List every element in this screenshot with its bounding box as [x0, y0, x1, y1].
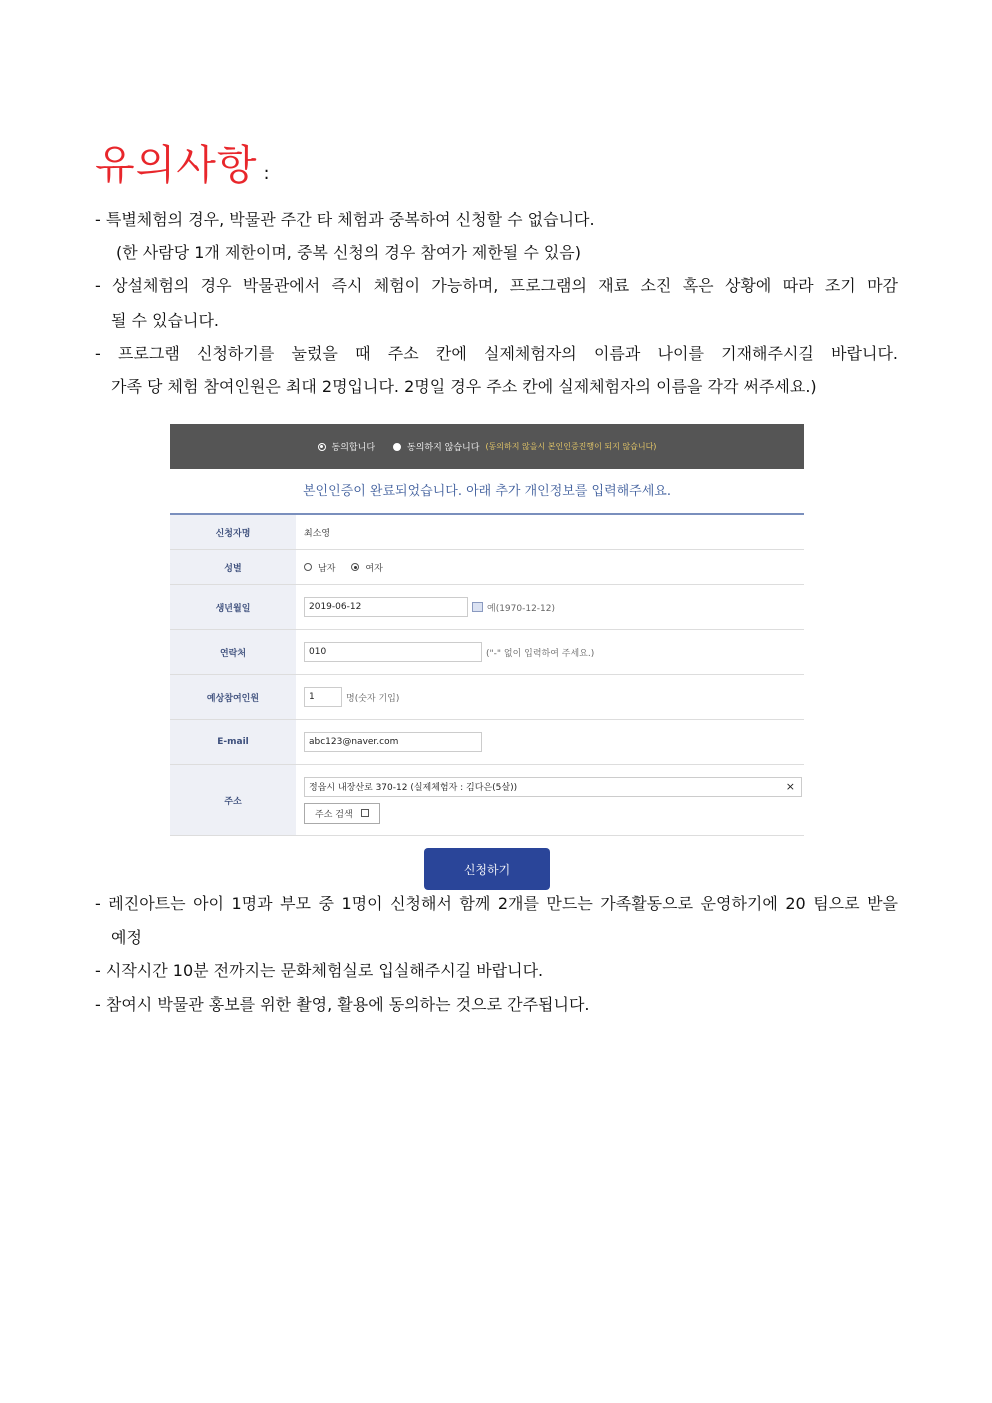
note-line: (한 사람당 1개 제한이며, 중복 신청의 경우 참여가 제한될 수 있음)	[116, 243, 582, 262]
calendar-icon[interactable]	[472, 602, 483, 612]
birth-label: 생년월일	[170, 585, 296, 629]
heading-colon: :	[263, 163, 270, 184]
note-line: - 상설체험의 경우 박물관에서 즉시 체험이 가능하며, 프로그램의 재료 소진 혹은 상황에 따라 조기 마감	[95, 276, 898, 295]
birth-input[interactable]: 2019-06-12	[304, 597, 468, 617]
info-table	[170, 513, 804, 836]
count-input[interactable]: 1	[304, 687, 342, 707]
table-row	[170, 675, 804, 720]
note-line: - 레진아트는 아이 1명과 부모 중 1명이 신청해서 함께 2개를 만드는 가족활동으로 운영하기에 20 팀으로 받을	[95, 894, 898, 913]
agree-radio[interactable]	[318, 443, 326, 451]
female-label: 여자	[365, 563, 383, 574]
name-value: 최소영	[304, 528, 331, 539]
disagree-radio[interactable]	[393, 443, 401, 451]
phone-hint: ("-" 없이 입력하여 주세요.)	[486, 648, 595, 659]
female-radio[interactable]	[351, 563, 359, 571]
clear-icon[interactable]: ×	[785, 780, 795, 793]
phone-input[interactable]: 010	[304, 642, 482, 662]
note-line: - 참여시 박물관 홍보를 위한 촬영, 활용에 동의하는 것으로 간주됩니다.	[95, 995, 590, 1014]
gender-label: 성별	[170, 550, 296, 584]
note-line: - 프로그램 신청하기를 눌렀을 때 주소 칸에 실제체험자의 이름과 나이를 기재해주시길 바랍니다.	[95, 344, 898, 363]
address-search-label: 주소 검색	[315, 809, 353, 820]
note-line: - 특별체험의 경우, 박물관 주간 타 체험과 중복하여 신청할 수 없습니다.	[95, 210, 595, 229]
consent-note: (동의하지 않을시 본인인증진행이 되지 않습니다)	[485, 442, 657, 451]
table-row	[170, 630, 804, 675]
agree-label: 동의합니다	[331, 443, 376, 453]
notice-heading	[95, 132, 270, 191]
heading-title: 유의사항	[95, 141, 258, 189]
email-label: E-mail	[170, 720, 296, 764]
table-row	[170, 515, 804, 550]
submit-button[interactable]: 신청하기	[424, 848, 550, 890]
external-link-icon	[361, 809, 369, 817]
address-input[interactable]	[304, 777, 802, 797]
verified-message: 본인인증이 완료되었습니다. 아래 추가 개인정보를 입력해주세요.	[303, 484, 671, 499]
address-value: 정읍시 내장산로 370-12 (실제체험자 : 김다은(5살))	[309, 783, 518, 793]
table-row	[170, 765, 804, 836]
table-row	[170, 585, 804, 630]
male-label: 남자	[318, 563, 336, 574]
form-screenshot	[170, 424, 804, 894]
address-search-button[interactable]	[304, 803, 380, 824]
address-label: 주소	[170, 765, 296, 835]
consent-bar	[170, 424, 804, 469]
table-row	[170, 550, 804, 585]
table-row	[170, 720, 804, 765]
email-input[interactable]: abc123@naver.com	[304, 732, 482, 752]
disagree-label: 동의하지 않습니다	[407, 443, 480, 453]
note-line: 예정	[111, 928, 142, 947]
name-label: 신청자명	[170, 515, 296, 549]
male-radio[interactable]	[304, 563, 312, 571]
note-line: 가족 당 체험 참여인원은 최대 2명입니다. 2명일 경우 주소 칸에 실제체험자의 이름을 각각 써주세요.)	[111, 377, 817, 396]
note-line: - 시작시간 10분 전까지는 문화체험실로 입실해주시길 바랍니다.	[95, 961, 544, 980]
birth-hint: 예(1970-12-12)	[487, 603, 556, 614]
phone-label: 연락처	[170, 630, 296, 674]
note-line: 될 수 있습니다.	[111, 311, 219, 330]
count-hint: 명(숫자 기입)	[346, 693, 400, 704]
count-label: 예상참여인원	[170, 675, 296, 719]
